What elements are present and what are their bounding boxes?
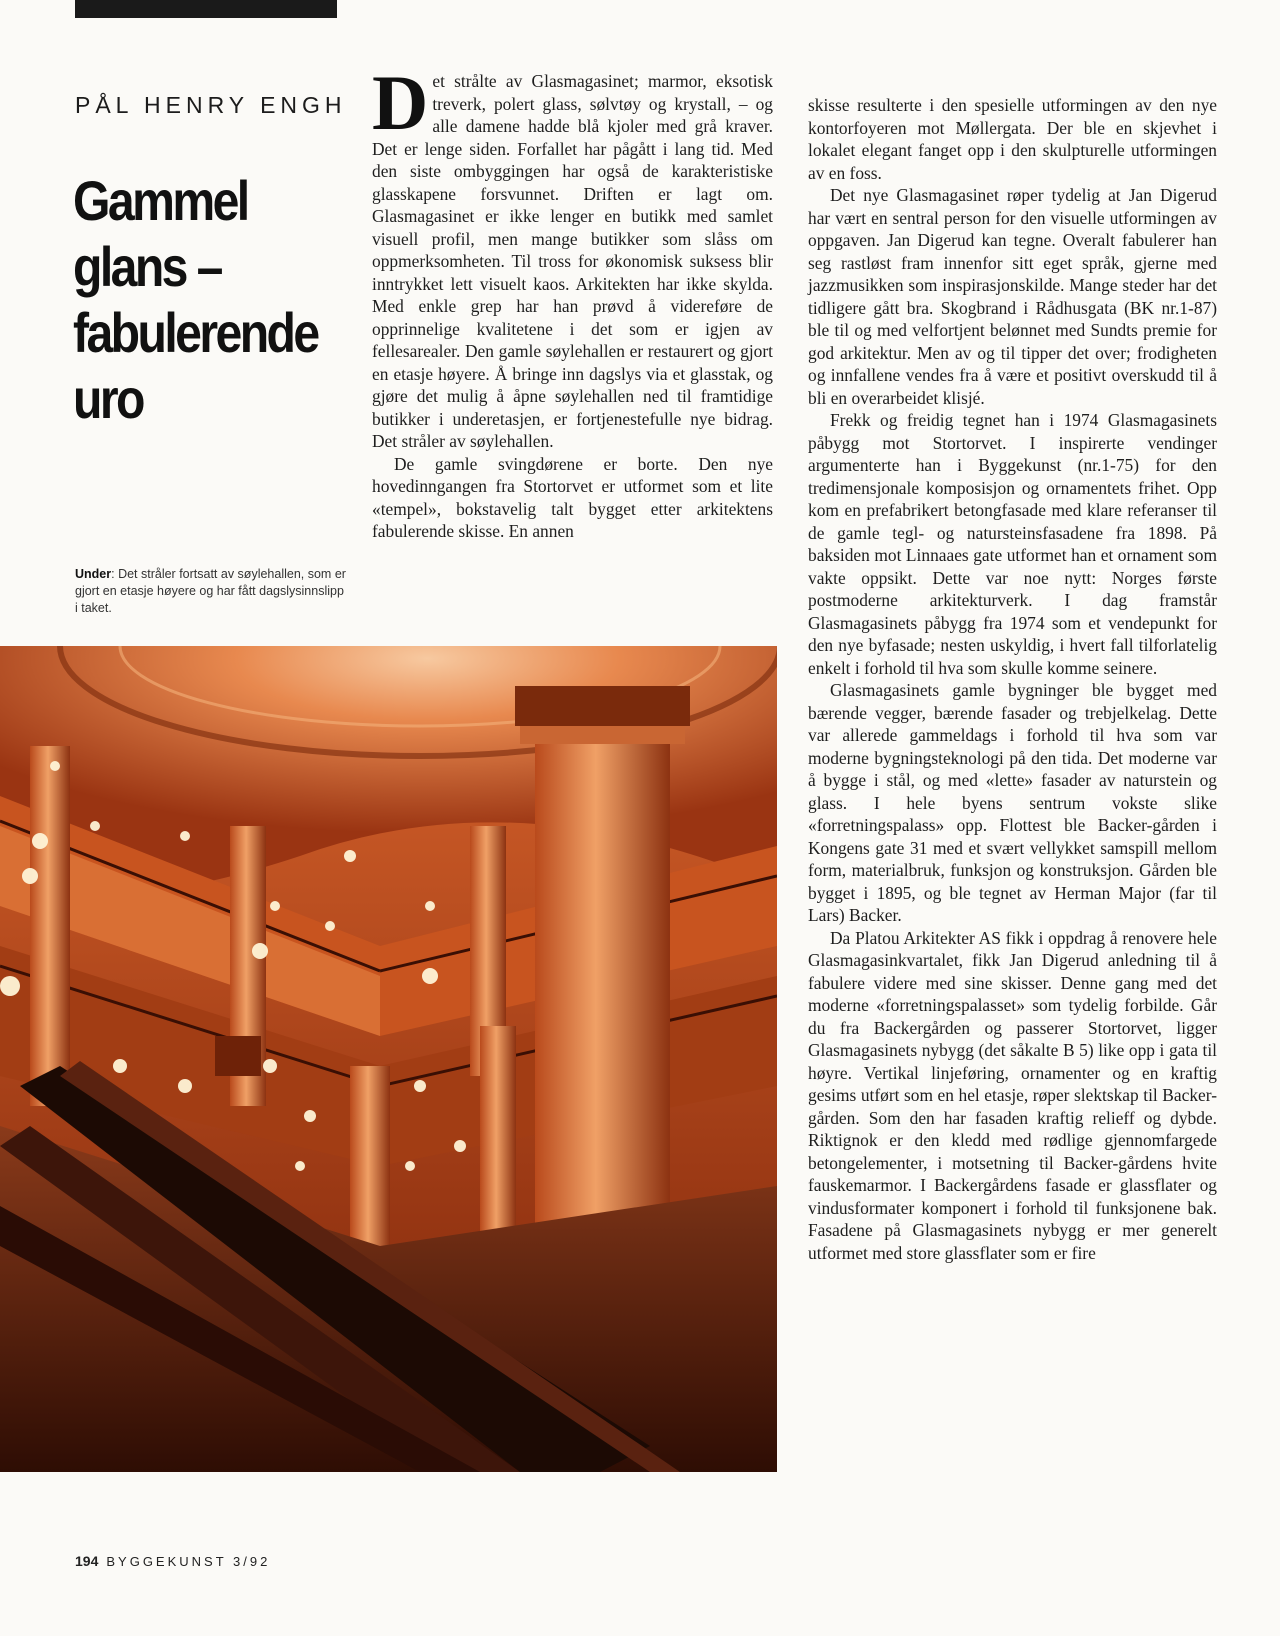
author-byline: PÅL HENRY ENGH [75, 92, 347, 118]
drop-cap: D [372, 59, 429, 146]
page-number: 194 [75, 1553, 99, 1569]
headline-line: fabulerende [73, 301, 318, 364]
atrium-photo [0, 646, 777, 1472]
atrium-illustration [0, 646, 777, 1472]
paragraph: De gamle svingdørene er borte. Den nye hovedinngangen fra Stortorvet er utformet som et lite «tempel», bokstavelig talt bygget etter arkitektens fabulerende skisse. En annen [372, 453, 773, 541]
headline-line: Gammel [73, 169, 248, 232]
top-bar [75, 0, 337, 18]
text-column-2 [808, 94, 1217, 1264]
caption-lead: Under [75, 567, 112, 581]
paragraph: skisse resulterte i den spesielle utformingen av den nye kontorfoyeren mot Møllergata. Der ble en skjevhet i lokalet elegant fanget opp i den skulpturelle utformingen av en foss. [808, 95, 1217, 183]
text-column-1 [372, 59, 773, 543]
paragraph: Glasmagasinets gamle bygninger ble bygget med bærende vegger, bærende fasader og trebjelkelag. Dette var allerede gammeldags i forhold til hva som var moderne bygningsteknologi på den tida. Det moderne var å bygge i stål, og med «lette» fasader av naturstein og glass. I hele byens sentrum vokste slike «forretningspalass» opp. Flottest ble Backer-gården i Kongens gate 31 med et svært vellykket samspill mellom form, materialbruk, funksjon og konstruksjon. Gården ble bygget i 1895, og ble tegnet av Herman Major (far til Lars) Backer. [808, 680, 1217, 925]
paragraph: Frekk og freidig tegnet han i 1974 Glasmagasinets påbygg mot Stortorvet. I inspirerte vendinger argumenterte han i Byggekunst (nr.1-75) for den tredimensjonale komposisjon og ornamentets frihet. Opp kom en prefabrikert betongfasade med klare referanser til de gamle tegl- og natursteinsfasadene fra 1898. På baksiden mot Linnaaes gate utformet han et ornament som vakte oppsikt. Dette var noe nytt: Norges første postmoderne arkitekturverk. I dag framstår Glasmagasinets påbygg fra 1974 som et vendepunkt for den nye byfasade; nesten uskyldig, i hvert fall tilforlatelig enkelt i forhold til hva som skulle komme seinere. [808, 410, 1217, 678]
paragraph [372, 59, 773, 453]
paragraph: Det nye Glasmagasinet røper tydelig at Jan Digerud har vært en sentral person for den visuelle utformingen av oppgaven. Jan Digerud kan tegne. Overalt fabulerer han seg rastløst fram innenfor sitt eget språk, gjerne med jazzmusikken som inspirasjonskilde. Mange steder har det tidligere gått bra. Skogbrand i Rådhusgata (BK nr.1-87) ble til og med velfortjent belønnet med Sundts premie for god arkitektur. Men av og til tipper det over; frodigheten og innfallene vendes fra å være et positivt overskudd til å bli en overarbeidet klisjé. [808, 185, 1217, 408]
photo-caption [75, 566, 350, 617]
headline-line: glans – [73, 235, 221, 298]
page-footer [75, 1553, 270, 1569]
magazine-issue: BYGGEKUNST 3/92 [106, 1554, 271, 1569]
paragraph-text: et strålte av Glasmagasinet; marmor, eksotisk treverk, polert glass, sølvtøy og krystall, – og alle damene hadde blå kjoler med grå kraver. Det er lenge siden. Forfallet har pågått i lang tid. Med den siste ombyggingen har også de karakteristiske glasskapene forsvunnet. Driften er lagt om. Glasmagasinet er ikke lenger en butikk med samlet visuell profil, men mange butikker som slåss om oppmerksomheten. Til tross for økonomisk suksess blir inntrykket lett visuelt kaos. Arkitekten har ikke skylda. Med enkle grep har han prøvd å videreføre de opprinnelige kvalitetene i det som er igjen av fellesarealer. Den gamle søylehallen er restaurert og gjort en etasje høyere. Å bringe inn dagslys via et glasstak, og gjøre det mulig å åpne søylehallen ned til framtidige butikker i underetasjen, er fortjenestefulle nye bidrag. Det stråler av søylehallen. [372, 71, 773, 451]
headline [73, 168, 318, 432]
caption-text: : Det stråler fortsatt av søylehallen, som er gjort en etasje høyere og har fått dagslysinnslipp i taket. [75, 567, 346, 615]
paragraph: Da Platou Arkitekter AS fikk i oppdrag å renovere hele Glasmagasinkvartalet, fikk Jan Digerud anledning til å fabulere videre med sine skisser. Denne gang med det moderne «forretningspalasset» som tydelig forbilde. Går du fra Backergården og passerer Stortorvet, ligger Glasmagasinets nybygg (det såkalte B 5) like opp i gata til høyre. Vertikal linjeføring, ornamenter og en kraftig gesims utført som en hel etasje, røper slektskap til Backer-gården. Som den har fasaden kraftig relieff og dybde. Riktignok er den kledd med rødlige gjennomfargede betongelementer, i motsetning til Backer-gårdens hvite fauskemarmor. I Backergårdens fasade er glassflater og vindusformater komponert i forhold til funksjonene bak. Fasadene på Glasmagasinets nybygg er mer generelt utformet med store glassflater som er fire [808, 927, 1217, 1263]
headline-line: uro [73, 367, 143, 430]
